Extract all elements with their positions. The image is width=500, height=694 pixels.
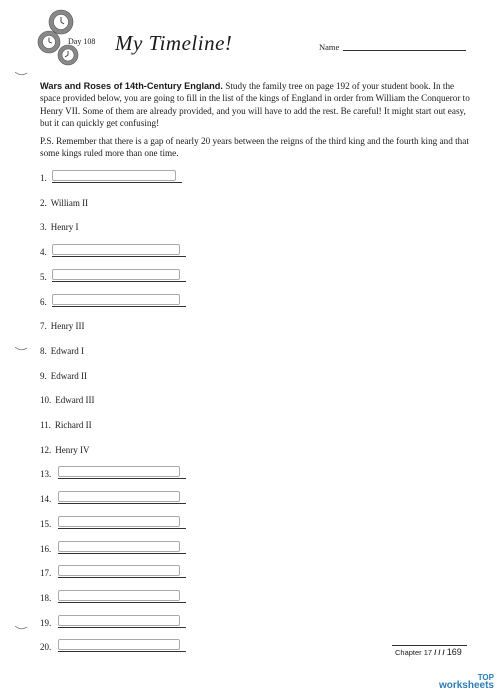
item-number: 12. (40, 445, 52, 455)
list-item (40, 517, 51, 531)
answer-underline (58, 503, 186, 504)
item-number: 18. (40, 593, 52, 603)
instructions-text: Study the family tree on page 192 of your student book. In the space provided below, you are going to fill in the list of the kings of England in order from William the Conqueror to Henry VII. Some of them are already provided, and you will have to add the rest. Be careful! It might start out easy, but it can quickly get confusing! (40, 81, 470, 128)
logo-line-2: worksheets (438, 680, 494, 691)
answer-underline (58, 651, 186, 652)
list-item (40, 467, 51, 481)
chapter-label: Chapter 17 (395, 648, 433, 657)
answer-input-box[interactable] (52, 170, 176, 181)
answer-input-box[interactable] (58, 541, 180, 552)
list-item (40, 220, 79, 234)
list-item (40, 443, 90, 457)
list-item (40, 344, 84, 358)
name-label: Name (319, 42, 340, 52)
answer-input-box[interactable] (58, 466, 180, 477)
answer-underline (58, 528, 186, 529)
answer-input-box[interactable] (58, 639, 180, 650)
margin-mark (15, 347, 27, 351)
list-item (40, 566, 51, 580)
section-heading: Wars and Roses of 14th-Century England. (40, 81, 223, 91)
logo-line-1: TOP (477, 673, 494, 682)
list-item (40, 591, 51, 605)
answer-underline (58, 602, 186, 603)
item-number: 19. (40, 618, 52, 628)
footer-rule (392, 645, 467, 646)
answer-input-box[interactable] (52, 294, 180, 305)
item-number: 6. (40, 297, 47, 307)
list-item (40, 640, 51, 654)
page-title: My Timeline! (115, 31, 233, 55)
answer-input-box[interactable] (58, 516, 180, 527)
answer-underline (52, 182, 182, 183)
day-label: Day 108 (68, 37, 96, 46)
item-number: 17. (40, 568, 52, 578)
king-name: William II (50, 198, 89, 208)
list-item (40, 616, 51, 630)
list-item (40, 295, 47, 309)
list-item (40, 319, 84, 333)
king-name: Edward II (50, 371, 87, 381)
list-item (40, 245, 47, 259)
answer-underline (52, 281, 186, 282)
postscript: P.S. Remember that there is a gap of nearly 20 years between the reigns of the third king and the fourth king and that some kings ruled more than one time. (40, 136, 469, 159)
item-number: 9. (40, 371, 47, 381)
item-number: 11. (40, 420, 51, 430)
answer-input-box[interactable] (58, 590, 180, 601)
answer-underline (58, 627, 186, 628)
king-name: Henry IV (55, 445, 90, 455)
item-number: 16. (40, 544, 52, 554)
item-number: 8. (40, 346, 47, 356)
king-name: Edward III (55, 395, 95, 405)
item-number: 7. (40, 321, 47, 331)
king-name: Edward I (50, 346, 84, 356)
margin-mark (15, 626, 27, 630)
answer-input-box[interactable] (58, 491, 180, 502)
answer-input-box[interactable] (52, 269, 180, 280)
king-name: Richard II (54, 420, 92, 430)
logo (439, 674, 494, 690)
list-item (40, 270, 47, 284)
item-number: 13. (40, 469, 52, 479)
instructions (40, 80, 470, 129)
item-number: 4. (40, 247, 47, 257)
item-number: 5. (40, 272, 47, 282)
page-footer (395, 647, 462, 657)
page-number: 169 (446, 647, 462, 657)
item-number: 3. (40, 222, 47, 232)
margin-mark (15, 72, 27, 76)
king-name: Henry I (50, 222, 79, 232)
slash-separator: / / / (434, 648, 445, 657)
item-number: 1. (40, 173, 47, 183)
king-name: Henry III (50, 321, 85, 331)
answer-input-box[interactable] (52, 244, 180, 255)
list-item (40, 369, 87, 383)
answer-input-box[interactable] (58, 565, 180, 576)
answer-input-box[interactable] (58, 615, 180, 626)
list-item (40, 418, 92, 432)
answer-underline (58, 478, 186, 479)
item-number: 14. (40, 494, 52, 504)
list-item (40, 171, 47, 185)
list-item (40, 542, 51, 556)
list-item (40, 196, 88, 210)
list-item (40, 393, 94, 407)
item-number: 10. (40, 395, 52, 405)
item-number: 2. (40, 198, 47, 208)
answer-underline (52, 306, 186, 307)
answer-underline (58, 577, 186, 578)
name-field[interactable] (343, 50, 466, 51)
item-number: 20. (40, 642, 52, 652)
list-item (40, 492, 51, 506)
answer-underline (58, 553, 186, 554)
item-number: 15. (40, 519, 52, 529)
answer-underline (52, 256, 186, 257)
